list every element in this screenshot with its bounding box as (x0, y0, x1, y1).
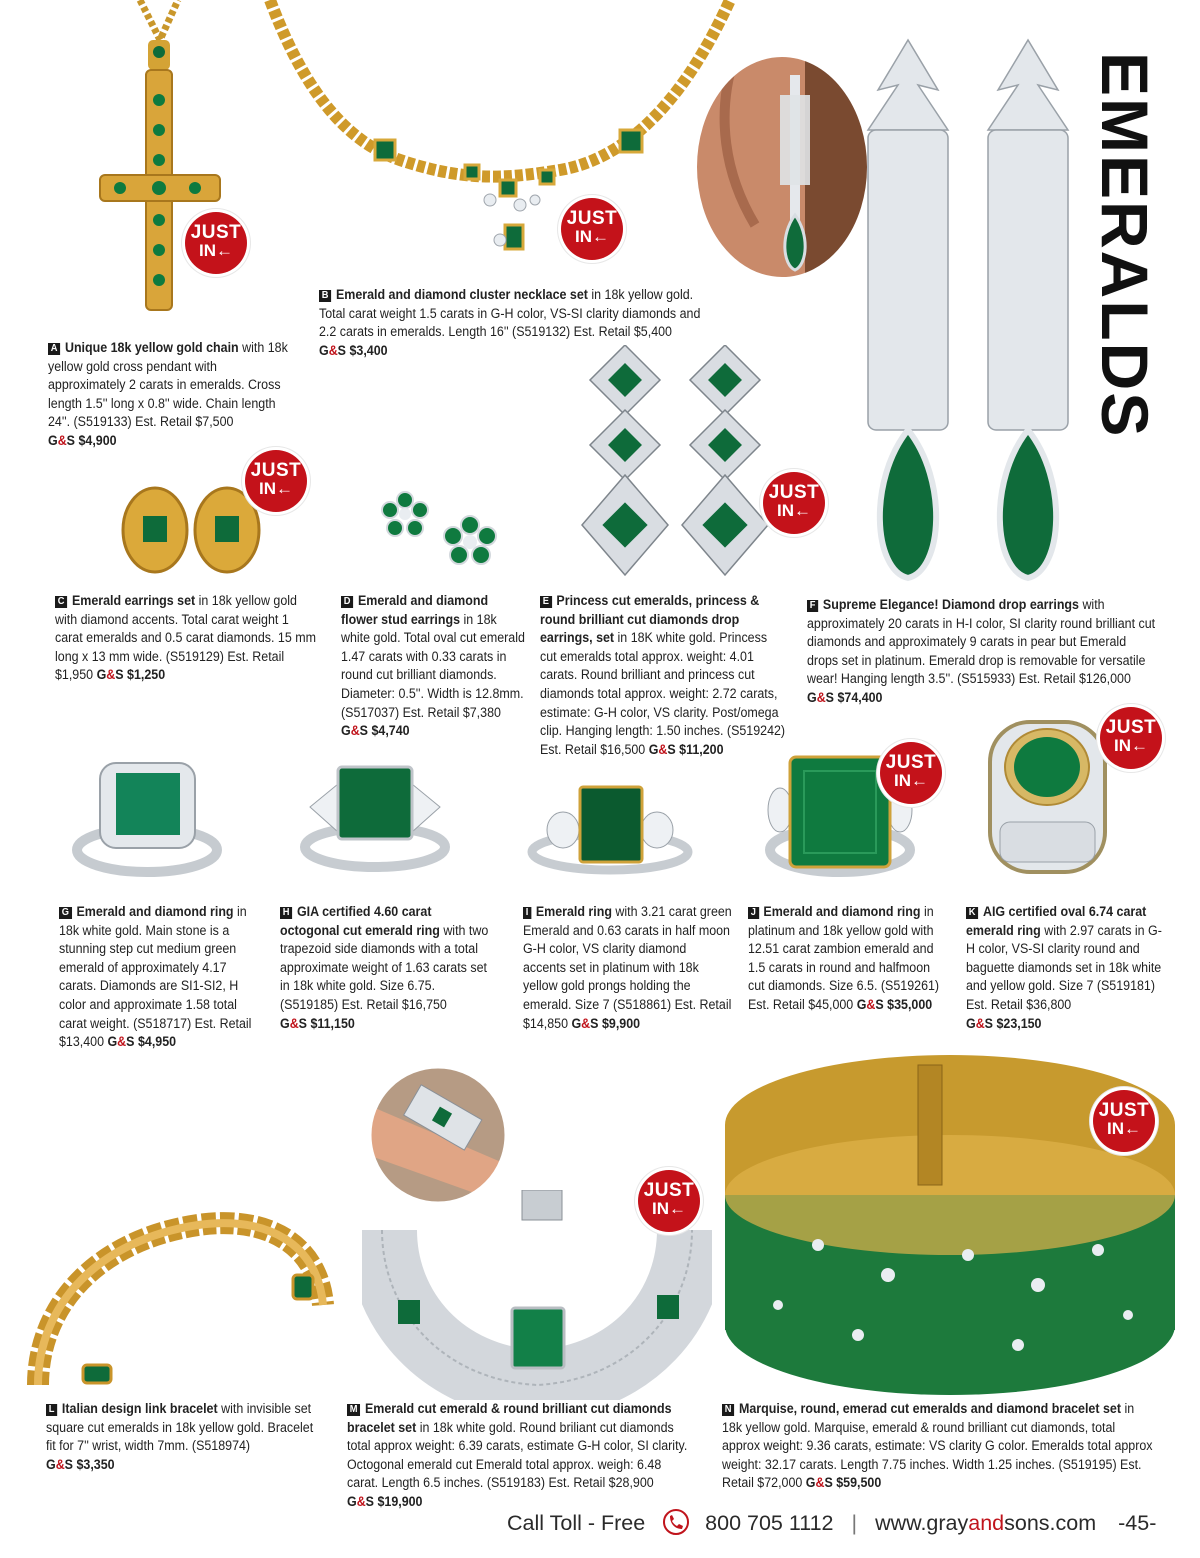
item-e-description (540, 592, 786, 759)
link-bracelet-photo (18, 1185, 343, 1400)
item-name: Italian design link bracelet (61, 1401, 218, 1416)
gs-price-label: G&S (96, 667, 124, 683)
item-details: with 3.21 carat green Emerald and 0.63 carats in half moon G-H color, VS clarity diamond accents set in platinum with 18k yellow gold prongs holding the emerald. Size 7 (S518861) Est. Retail $14,850 (523, 904, 732, 1031)
footer-separator: | (851, 1511, 858, 1535)
item-name: Emerald and diamond ring (76, 904, 234, 919)
arrow-left-icon: ← (669, 1199, 686, 1218)
item-g-description (59, 903, 259, 1052)
gs-price-label: G&S (347, 1493, 374, 1509)
item-n-description (722, 1400, 1154, 1493)
octogonal-emerald-ring-photo (290, 762, 460, 877)
website-link[interactable]: www.grayandsons.com (875, 1511, 1097, 1535)
arrow-left-icon: ← (592, 227, 609, 246)
call-toll-free-label: Call Toll - Free (507, 1511, 646, 1535)
item-j-description (748, 903, 946, 1015)
item-b-description (319, 286, 716, 360)
item-name: Emerald ring (535, 904, 612, 919)
gs-price-label: G&S (319, 342, 346, 358)
item-l-description (46, 1400, 320, 1474)
item-letter-badge: A (48, 343, 60, 355)
item-details: in 18k yellow gold with diamond accents. Total carat weight 1 carat emeralds and 0.5 carat diamonds. 15 mm long x 13 mm wide. (S519129) Est. Retail $1,950 (55, 593, 316, 683)
emerald-diamond-ring-g-photo (70, 755, 225, 880)
item-details: with two trapezoid side diamonds with a total approximate weight of 1.63 carats set in 18k white gold. Size 6.75. (S519185) Est. Retail $16,750 (280, 922, 489, 1012)
item-price: $9,900 (601, 1015, 641, 1031)
item-letter-badge: E (540, 596, 552, 608)
emerald-ring-i-photo (525, 782, 695, 877)
gs-price-label: G&S (648, 741, 676, 757)
flower-stud-earrings-photo (375, 480, 515, 570)
cluster-necklace-photo (260, 0, 740, 270)
item-k-description (966, 903, 1163, 1033)
gs-price-label: G&S (46, 1456, 73, 1472)
gs-price-label: G&S (807, 689, 834, 705)
item-details: in 18k yellow gold. Total carat weight 1.5 carats in G-H color, VS-SI clarity diamonds and 2.2 carats in emeralds. Length 16'' (S519132) Est. Retail $5,400 (319, 287, 701, 340)
item-price: $3,350 (76, 1456, 115, 1472)
item-name: Emerald and diamond ring (763, 904, 921, 919)
item-letter-badge: M (347, 1404, 360, 1416)
item-letter-badge: L (46, 1404, 57, 1416)
item-name: AIG certified oval 6.74 carat emerald ring (966, 904, 1147, 938)
just-in-badge: JUST IN← (1100, 707, 1162, 769)
item-details: with invisible set square cut emeralds in 18k yellow gold. Bracelet fit for 7'' wrist, width 7mm. (S518974) (46, 1401, 314, 1454)
item-price: $3,400 (349, 342, 388, 358)
arrow-left-icon: ← (1131, 736, 1148, 755)
just-in-badge: JUST IN← (1093, 1090, 1155, 1152)
page-number: -45- (1118, 1511, 1157, 1535)
section-title: EMERALDS (1088, 52, 1162, 439)
item-details: in 18k yellow gold. Marquise, emerald & round brilliant cut diamonds, total approx weight: 9.36 carats, estimate: VS clarity G color. Emeralds total approx weight: 32.17 carats. Length 7.75 inches. Width 1.25 inches. (S519195) Est. Retail $72,000 (722, 1401, 1153, 1491)
gs-price-label: G&S (107, 1034, 135, 1050)
item-name: Emerald and diamond cluster necklace set (335, 287, 588, 302)
just-in-badge: JUST IN← (638, 1170, 700, 1232)
item-name: Unique 18k yellow gold chain (64, 340, 239, 355)
gs-price-label: G&S (856, 996, 884, 1012)
item-price: $23,150 (996, 1015, 1042, 1031)
arrow-left-icon: ← (911, 771, 928, 790)
item-letter-badge: G (59, 907, 72, 919)
item-price: $11,200 (679, 741, 724, 757)
item-d-description (341, 592, 527, 741)
gs-price-label: G&S (805, 1475, 833, 1491)
item-letter-badge: B (319, 290, 331, 302)
item-details: with 18k yellow gold cross pendant with approximately 2 carats in emeralds. Cross length 1.5'' long x 0.8'' wide. Chain length 24''. (S519133) Est. Retail $7,500 (48, 340, 288, 430)
item-i-description (523, 903, 732, 1033)
arrow-left-icon: ← (276, 479, 293, 498)
just-in-badge: JUST IN← (245, 450, 307, 512)
item-details: in 18k white gold. Total oval cut emerald 1.47 carats with 0.33 carats in round cut brilliant diamonds. Diameter: 0.5''. Width is 12.8mm. (S517037) Est. Retail $7,380 (341, 611, 525, 720)
item-price: $74,400 (837, 689, 883, 705)
item-name: Princess cut emeralds, princess & round brilliant cut diamonds drop earrings, set (540, 593, 760, 646)
item-letter-badge: N (722, 1404, 734, 1416)
item-letter-badge: F (807, 600, 818, 612)
item-name: Emerald cut emerald & round brilliant cut diamonds bracelet set (347, 1401, 672, 1435)
item-letter-badge: H (280, 907, 292, 919)
item-details: in platinum and 18k yellow gold with 12.51 carat zambion emerald and 1.5 carats in round and halfmoon cut diamonds. Size 6.5. (S519261) Est. Retail $45,000 (748, 904, 940, 1012)
gs-price-label: G&S (966, 1015, 993, 1031)
item-c-description (55, 592, 317, 685)
item-price: $59,500 (836, 1475, 882, 1491)
phone-icon (661, 1509, 691, 1535)
item-price: $4,900 (78, 432, 117, 448)
item-f-description (807, 596, 1156, 708)
item-price: $35,000 (887, 996, 933, 1012)
arrow-left-icon: ← (1124, 1119, 1141, 1138)
cross-pendant-photo (60, 0, 260, 320)
princess-drop-earrings-photo (580, 345, 770, 590)
item-price: $4,740 (371, 723, 410, 739)
item-name: GIA certified 4.60 carat octogonal cut emerald ring (280, 904, 440, 938)
item-price: $4,950 (137, 1034, 177, 1050)
gs-price-label: G&S (571, 1015, 599, 1031)
gs-price-label: G&S (48, 432, 75, 448)
item-details: in 18k white gold. Main stone is a stunning step cut medium green emerald of approximately 4.17 carats. Diamonds are SI1-SI2, H color and approximate 1.58 total carat weight. (S518717) Est. Retail $13,400 (59, 904, 252, 1050)
item-price: $1,250 (127, 667, 166, 683)
item-name: Emerald and diamond flower stud earrings (341, 593, 489, 627)
bracelet-on-wrist-photo (368, 1065, 508, 1205)
item-name: Marquise, round, emerad cut emeralds and diamond bracelet set (738, 1401, 1121, 1416)
gs-price-label: G&S (341, 723, 368, 739)
item-price: $11,150 (310, 1015, 355, 1031)
gs-price-label: G&S (280, 1015, 307, 1031)
item-details: with approximately 20 carats in H-I color, SI clarity round brilliant cut diamonds and approximately 9 carats in pear but Emerald drops set in platinum. Emerald drop is removable for versatile wear! Hanging length 3.5''. (S515933) Est. Retail $126,000 (807, 597, 1156, 687)
item-letter-badge: D (341, 596, 353, 608)
item-name: Supreme Elegance! Diamond drop earrings (822, 597, 1079, 612)
item-price: $19,900 (377, 1493, 423, 1509)
item-details: in 18k white gold. Round briliant cut diamonds total approx weight: 6.39 carats, estimate G-H color, SI clarity. Octogonal emerald cut Emerald total approx. weigh: 6.48 carat. Length 6.5 inches. (S519183) Est. Retail $28,900 (347, 1419, 688, 1491)
just-in-badge: JUST IN← (561, 198, 623, 260)
aig-oval-emerald-ring-photo (985, 712, 1110, 877)
item-a-description (48, 339, 292, 451)
just-in-badge: JUST IN← (763, 472, 825, 534)
emerald-earrings-photo (115, 480, 265, 580)
diamond-drop-earrings-photo (848, 30, 1098, 600)
item-details: with 2.97 carats in G-H color, VS-SI clarity round and baguette diamonds set in 18k white and yellow gold. Size 7 (S519181) Est. Retail $36,800 (966, 922, 1162, 1012)
item-letter-badge: I (523, 907, 531, 919)
arrow-left-icon: ← (794, 501, 811, 520)
phone-number[interactable]: 800 705 1112 (705, 1511, 834, 1535)
arrow-left-icon: ← (216, 241, 233, 260)
item-name: Emerald earrings set (71, 593, 196, 608)
page-footer (507, 1509, 1156, 1536)
item-letter-badge: C (55, 596, 67, 608)
just-in-badge: JUST IN← (185, 212, 247, 274)
item-letter-badge: K (966, 907, 978, 919)
just-in-badge: JUST IN← (880, 742, 942, 804)
item-letter-badge: J (748, 907, 759, 919)
item-h-description (280, 903, 492, 1033)
model-earring-photo (695, 55, 870, 280)
item-m-description (347, 1400, 696, 1512)
item-details: in 18K white gold. Princess cut emeralds total approx. weight: 4.01 carats. Round brilliant and princess cut diamonds total approx. weight: 2.72 carats, estimate: G-H color, VS clarity. Post/omega clip. Hanging length: 1.50 inches. (S519242) Est. Retail $16,500 (540, 630, 786, 757)
